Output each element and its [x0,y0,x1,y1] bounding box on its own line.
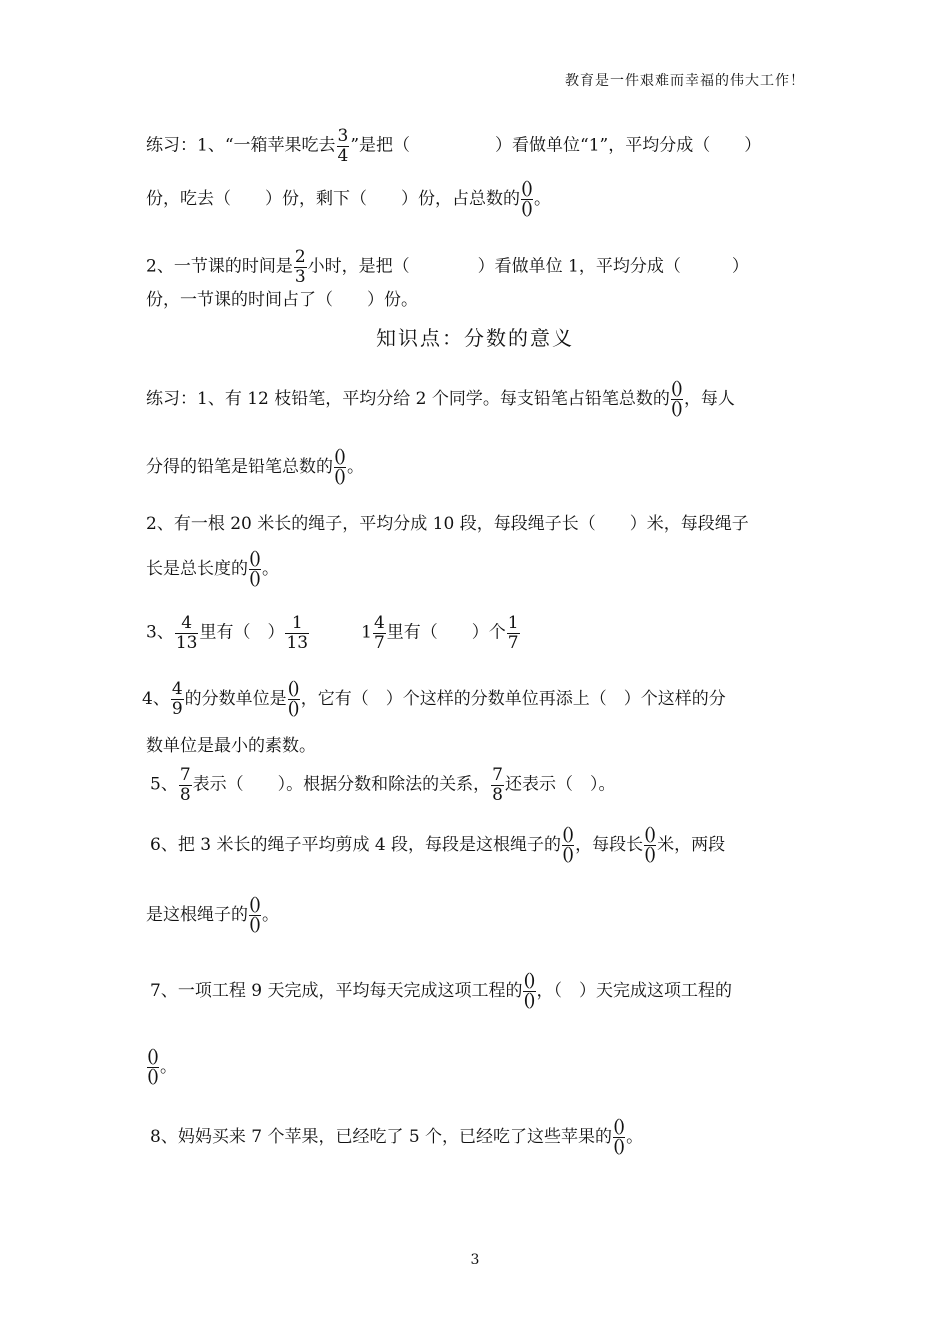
line-text: 练习：1、“一箱苹果吃去 [146,135,336,156]
line-text: ，（ ）天完成这项工程的 [536,980,732,1001]
line-text: ”是把（ ）看做单位“1”，平均分成（ ） [350,135,762,156]
fraction [285,614,309,652]
fraction [337,127,350,165]
blank-numerator: () [521,178,532,199]
blank-numerator: () [670,378,681,399]
blank-fraction[interactable] [521,180,533,219]
fraction-numerator: 2 [294,247,306,267]
blank-numerator: () [287,678,298,699]
line-text: 。 [262,904,280,925]
line-text: ，每段长 [575,834,644,855]
line-text: ，每人 [683,388,735,409]
line-text: 份，吃去（ ）份，剩下（ ）份，占总数的 [146,188,520,209]
blank-numerator: () [613,1116,624,1137]
blank-fraction[interactable] [147,1048,159,1087]
blank-denominator: () [147,1065,158,1087]
line-text: 。 [626,1126,644,1147]
line-text: 。 [347,456,365,477]
fraction-denominator: 8 [179,784,191,805]
blank-numerator: () [249,894,260,915]
exercise-line [146,180,551,219]
fraction [294,248,307,286]
blank-numerator: () [249,548,260,569]
blank-denominator: () [249,567,260,589]
fraction-numerator: 1 [291,613,303,633]
fraction-denominator: 4 [337,145,349,166]
blank-denominator: () [523,989,534,1011]
line-text: 还表示（ ）。 [504,774,616,795]
fraction-numerator: 7 [492,765,503,785]
blank-denominator: () [670,397,681,419]
blank-fraction[interactable] [671,380,683,419]
fraction-denominator: 7 [373,632,385,653]
fraction [507,614,520,652]
blank-denominator: () [562,843,573,865]
exercise-line [146,516,749,533]
line-text: 是这根绳子的 [146,904,248,925]
blank-denominator: () [644,843,655,865]
line-text: ，它有（ ）个这样的分数单位再添上（ ）个这样的分 [300,688,726,709]
line-text: 长是总长度的 [146,558,248,579]
exercise-line [146,127,761,165]
fraction-denominator: 13 [175,632,198,653]
exercise-line [146,292,418,309]
fraction-denominator: 9 [171,698,183,719]
blank-numerator: () [562,824,573,845]
fraction [171,680,184,718]
line-text: 份，一节课的时间占了（ ）份。 [146,290,418,310]
blank-numerator: () [523,970,534,991]
line-text: 分得的铅笔是铅笔总数的 [146,456,333,477]
line-text: 。 [160,1056,178,1077]
fraction-numerator: 1 [507,613,519,633]
fraction [491,766,504,804]
line-text: 表示（ ）。根据分数和除法的关系， [192,774,491,795]
line-text: 2、有一根 20 米长的绳子，平均分成 10 段，每段绳子长（ ）米，每段绳子 [146,514,749,534]
fraction-denominator: 3 [294,266,306,287]
blank-fraction[interactable] [249,550,261,589]
line-text: 里有（ ） [199,622,285,643]
blank-numerator: () [334,446,345,467]
fraction [373,614,386,652]
line-text: 。 [534,188,552,209]
exercise-line [150,826,725,865]
line-text: 小时，是把（ ）看做单位 1，平均分成（ ） [307,256,749,277]
blank-fraction[interactable] [562,826,574,865]
blank-denominator: () [334,465,345,487]
line-text: 4、 [142,688,170,709]
line-text: 1 [310,622,372,643]
blank-fraction[interactable] [613,1118,625,1157]
exercise-line [142,680,726,719]
fraction-denominator: 7 [507,632,519,653]
line-text: 6、把 3 米长的绳子平均剪成 4 段，每段是这根绳子的 [150,834,562,855]
fraction [179,766,192,804]
line-text: 7、一项工程 9 天完成，平均每天完成这项工程的 [150,980,523,1001]
blank-fraction[interactable] [249,896,261,935]
exercise-line [146,380,735,419]
fraction [175,614,199,652]
line-text: 米，两段 [657,834,726,855]
line-text: 8、妈妈买来 7 个苹果，已经吃了 5 个，已经吃了这些苹果的 [150,1126,613,1147]
line-text: 里有（ ）个 [386,622,506,643]
blank-denominator: () [613,1135,624,1157]
exercise-line [146,614,521,652]
fraction-numerator: 4 [373,613,385,633]
line-text: 2、一节课的时间是 [146,256,293,277]
exercise-line [146,248,749,286]
blank-denominator: () [521,197,532,219]
exercise-line [146,738,316,755]
exercise-line [150,972,732,1011]
exercise-line [146,448,364,487]
blank-fraction[interactable] [523,972,535,1011]
exercise-line [150,1118,643,1157]
exercise-line [150,766,615,804]
fraction-denominator: 13 [286,632,309,653]
fraction-denominator: 8 [492,784,503,805]
line-text: 数单位是最小的素数。 [146,736,316,756]
line-text: 3、 [146,622,174,643]
blank-fraction[interactable] [644,826,656,865]
line-text: 5、 [150,774,178,795]
page-header: 教育是一件艰难而幸福的伟大工作！ [565,73,805,89]
section-title: 知识点：分数的意义 [376,326,574,350]
page-number: 3 [470,1252,480,1268]
line-text: 练习：1、有 12 枝铅笔，平均分给 2 个同学。每支铅笔占铅笔总数的 [146,388,670,409]
blank-numerator: () [147,1046,158,1067]
exercise-line [146,1048,177,1087]
exercise-line [146,550,279,589]
blank-denominator: () [287,697,298,719]
blank-fraction[interactable] [334,448,346,487]
fraction-numerator: 4 [181,613,193,633]
fraction-numerator: 7 [179,765,191,785]
line-text: 的分数单位是 [184,688,287,709]
blank-numerator: () [644,824,655,845]
line-text: 。 [262,558,280,579]
blank-denominator: () [249,913,260,935]
blank-fraction[interactable] [288,680,300,719]
fraction-numerator: 4 [171,679,183,700]
fraction-numerator: 3 [337,126,349,146]
exercise-line [146,896,279,935]
